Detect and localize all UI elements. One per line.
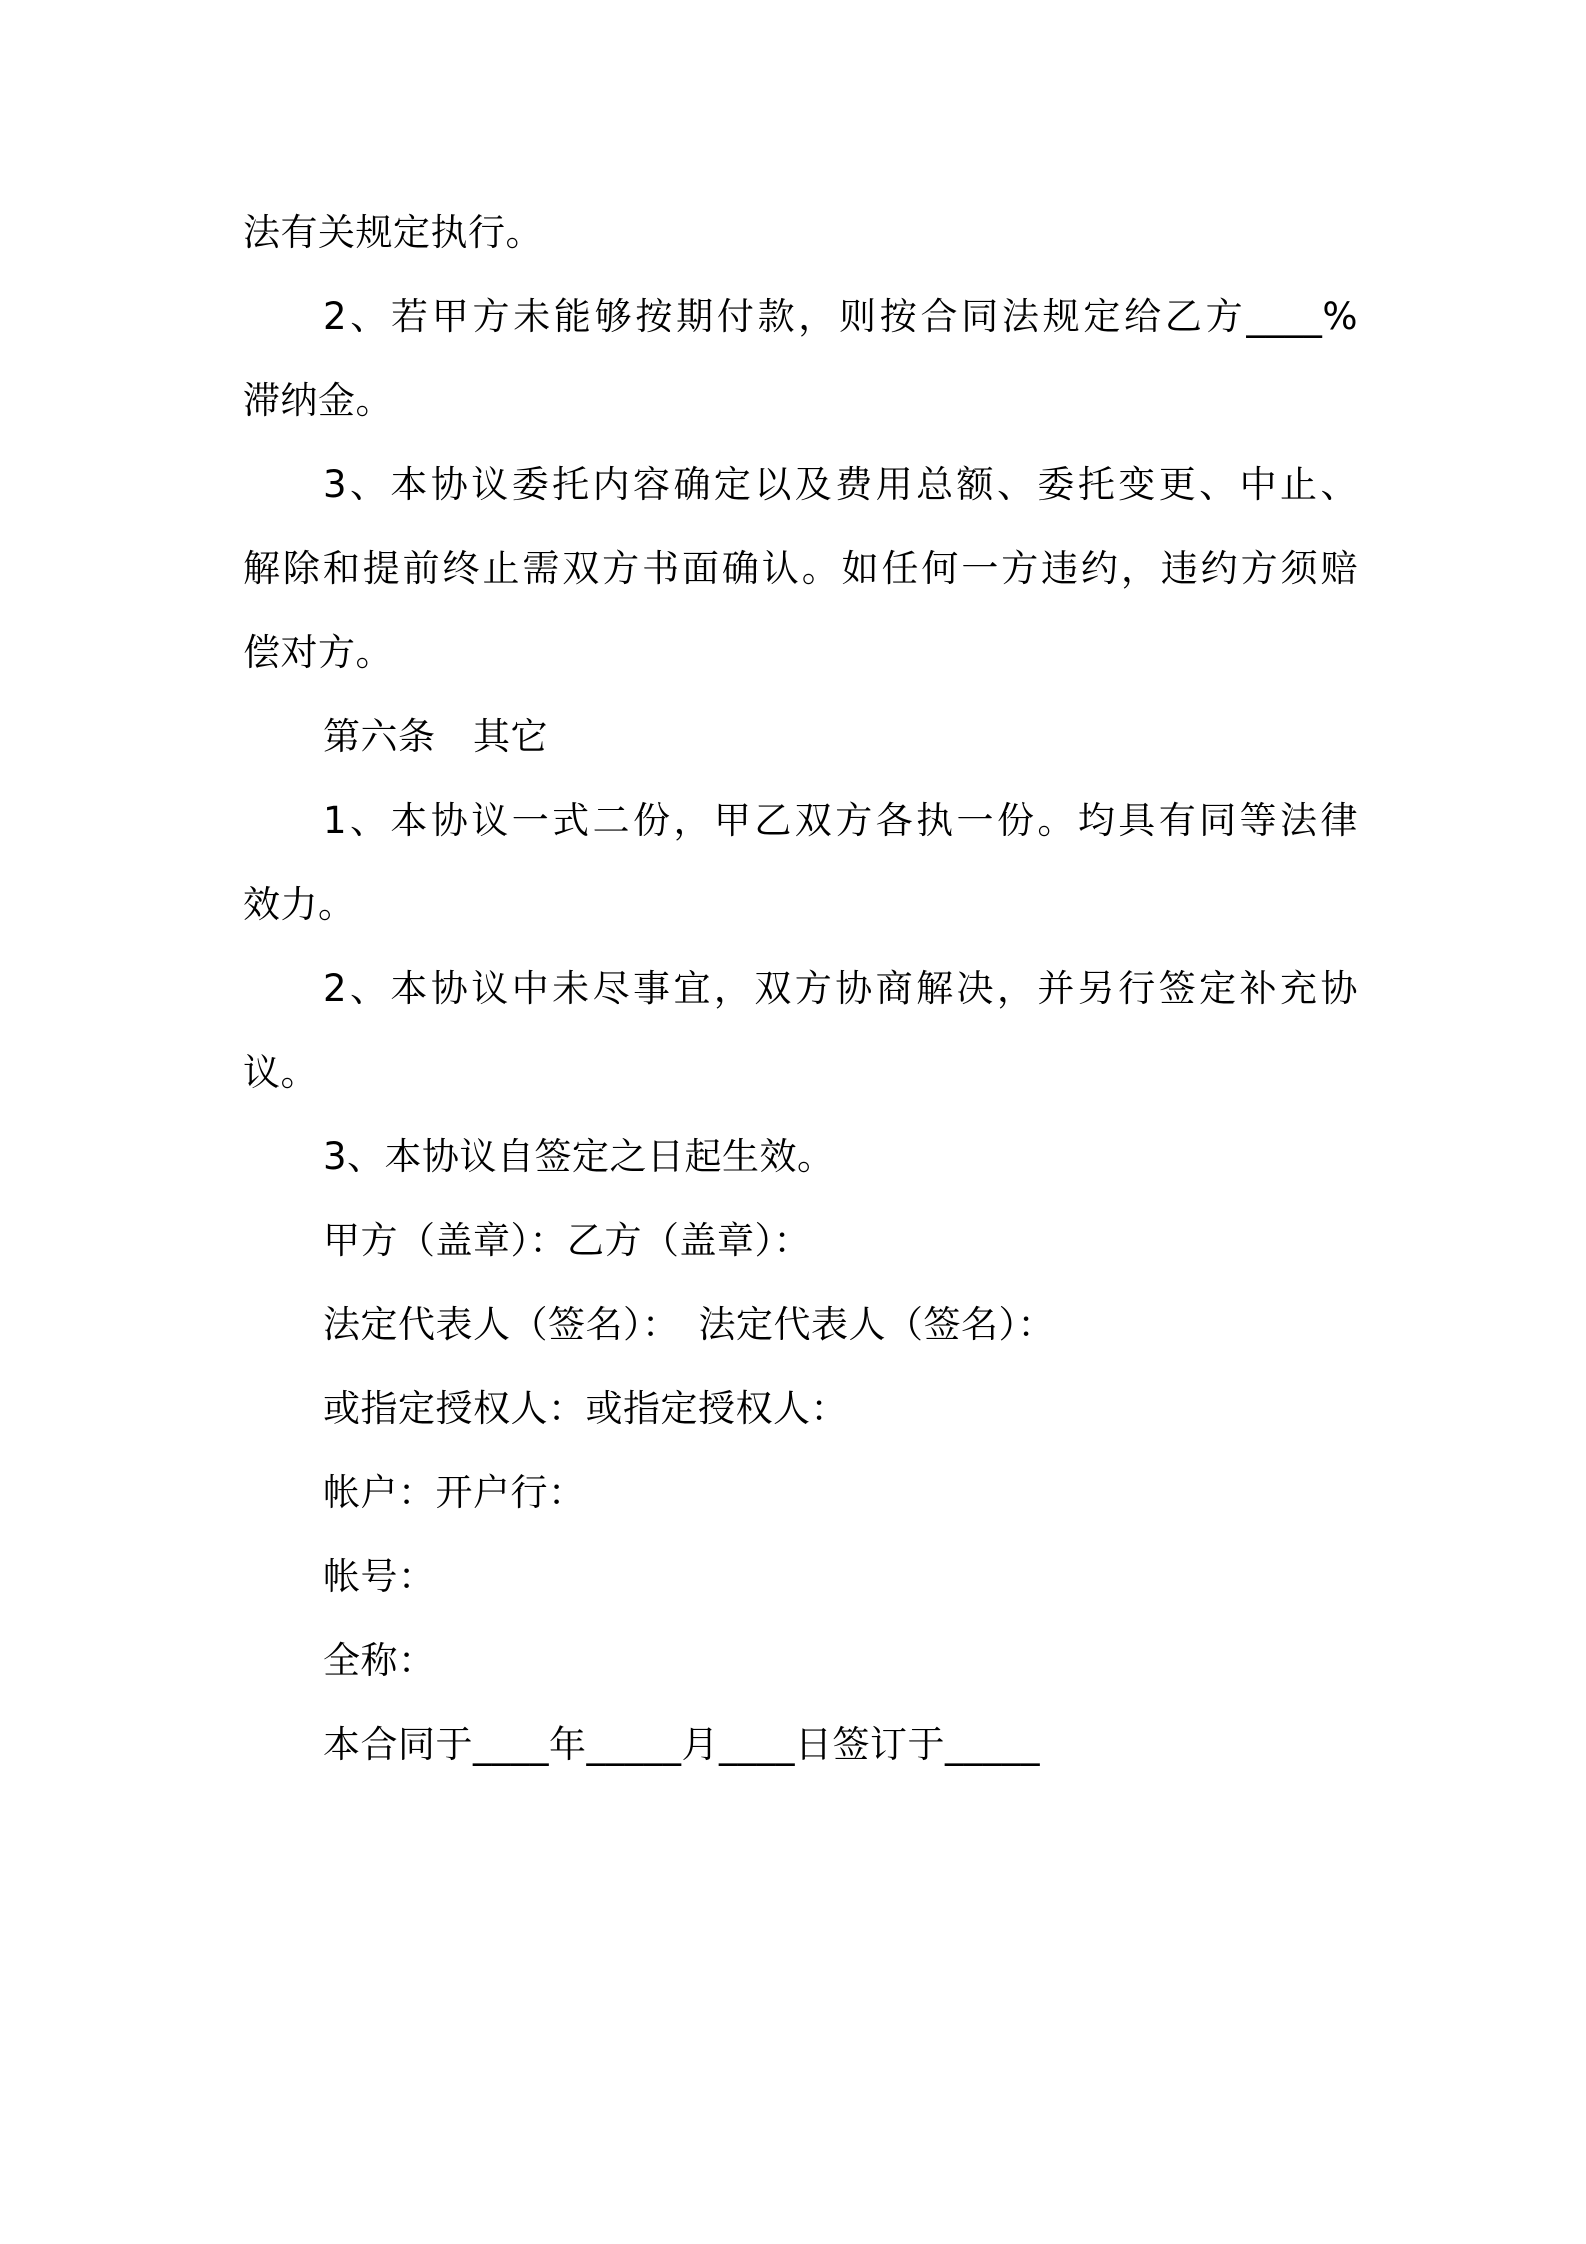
clause-6-1-line-2: 效力。 [243,883,356,926]
document-body [243,191,1358,1787]
clause-5-3-line-1: 3、本协议委托内容确定以及费用总额、委托变更、中止、 [323,463,1358,506]
authorized-person-line: 或指定授权人：或指定授权人： [323,1387,848,1430]
article-6-heading: 第六条 其它 [323,715,548,758]
clause-6-1-line-1: 1、本协议一式二份，甲乙双方各执一份。均具有同等法律 [323,799,1358,842]
account-bank-line: 帐户：开户行： [323,1471,586,1514]
clause-5-2-line-1: 2、若甲方未能够按期付款，则按合同法规定给乙方____% [323,295,1358,338]
legal-representative-line: 法定代表人（签名）： 法定代表人（签名）： [323,1303,1055,1346]
clause-5-3-line-3: 偿对方。 [243,631,393,674]
clause-5-3-line-2: 解除和提前终止需双方书面确认。如任何一方违约，违约方须赔 [243,547,1358,590]
clause-5-2-line-2: 滞纳金。 [243,379,393,422]
signing-date-line: 本合同于____年_____月____日签订于_____ [323,1723,1040,1766]
clause-6-2-line-1: 2、本协议中未尽事宜，双方协商解决，并另行签定补充协 [323,967,1358,1010]
clause-5-1-continuation: 法有关规定执行。 [243,211,543,254]
clause-6-3: 3、本协议自签定之日起生效。 [323,1135,835,1178]
account-number-line: 帐号： [323,1555,436,1598]
full-name-line: 全称： [323,1639,436,1682]
party-seal-line: 甲方（盖章）：乙方（盖章）： [323,1219,811,1262]
clause-6-2-line-2: 议。 [243,1051,318,1094]
